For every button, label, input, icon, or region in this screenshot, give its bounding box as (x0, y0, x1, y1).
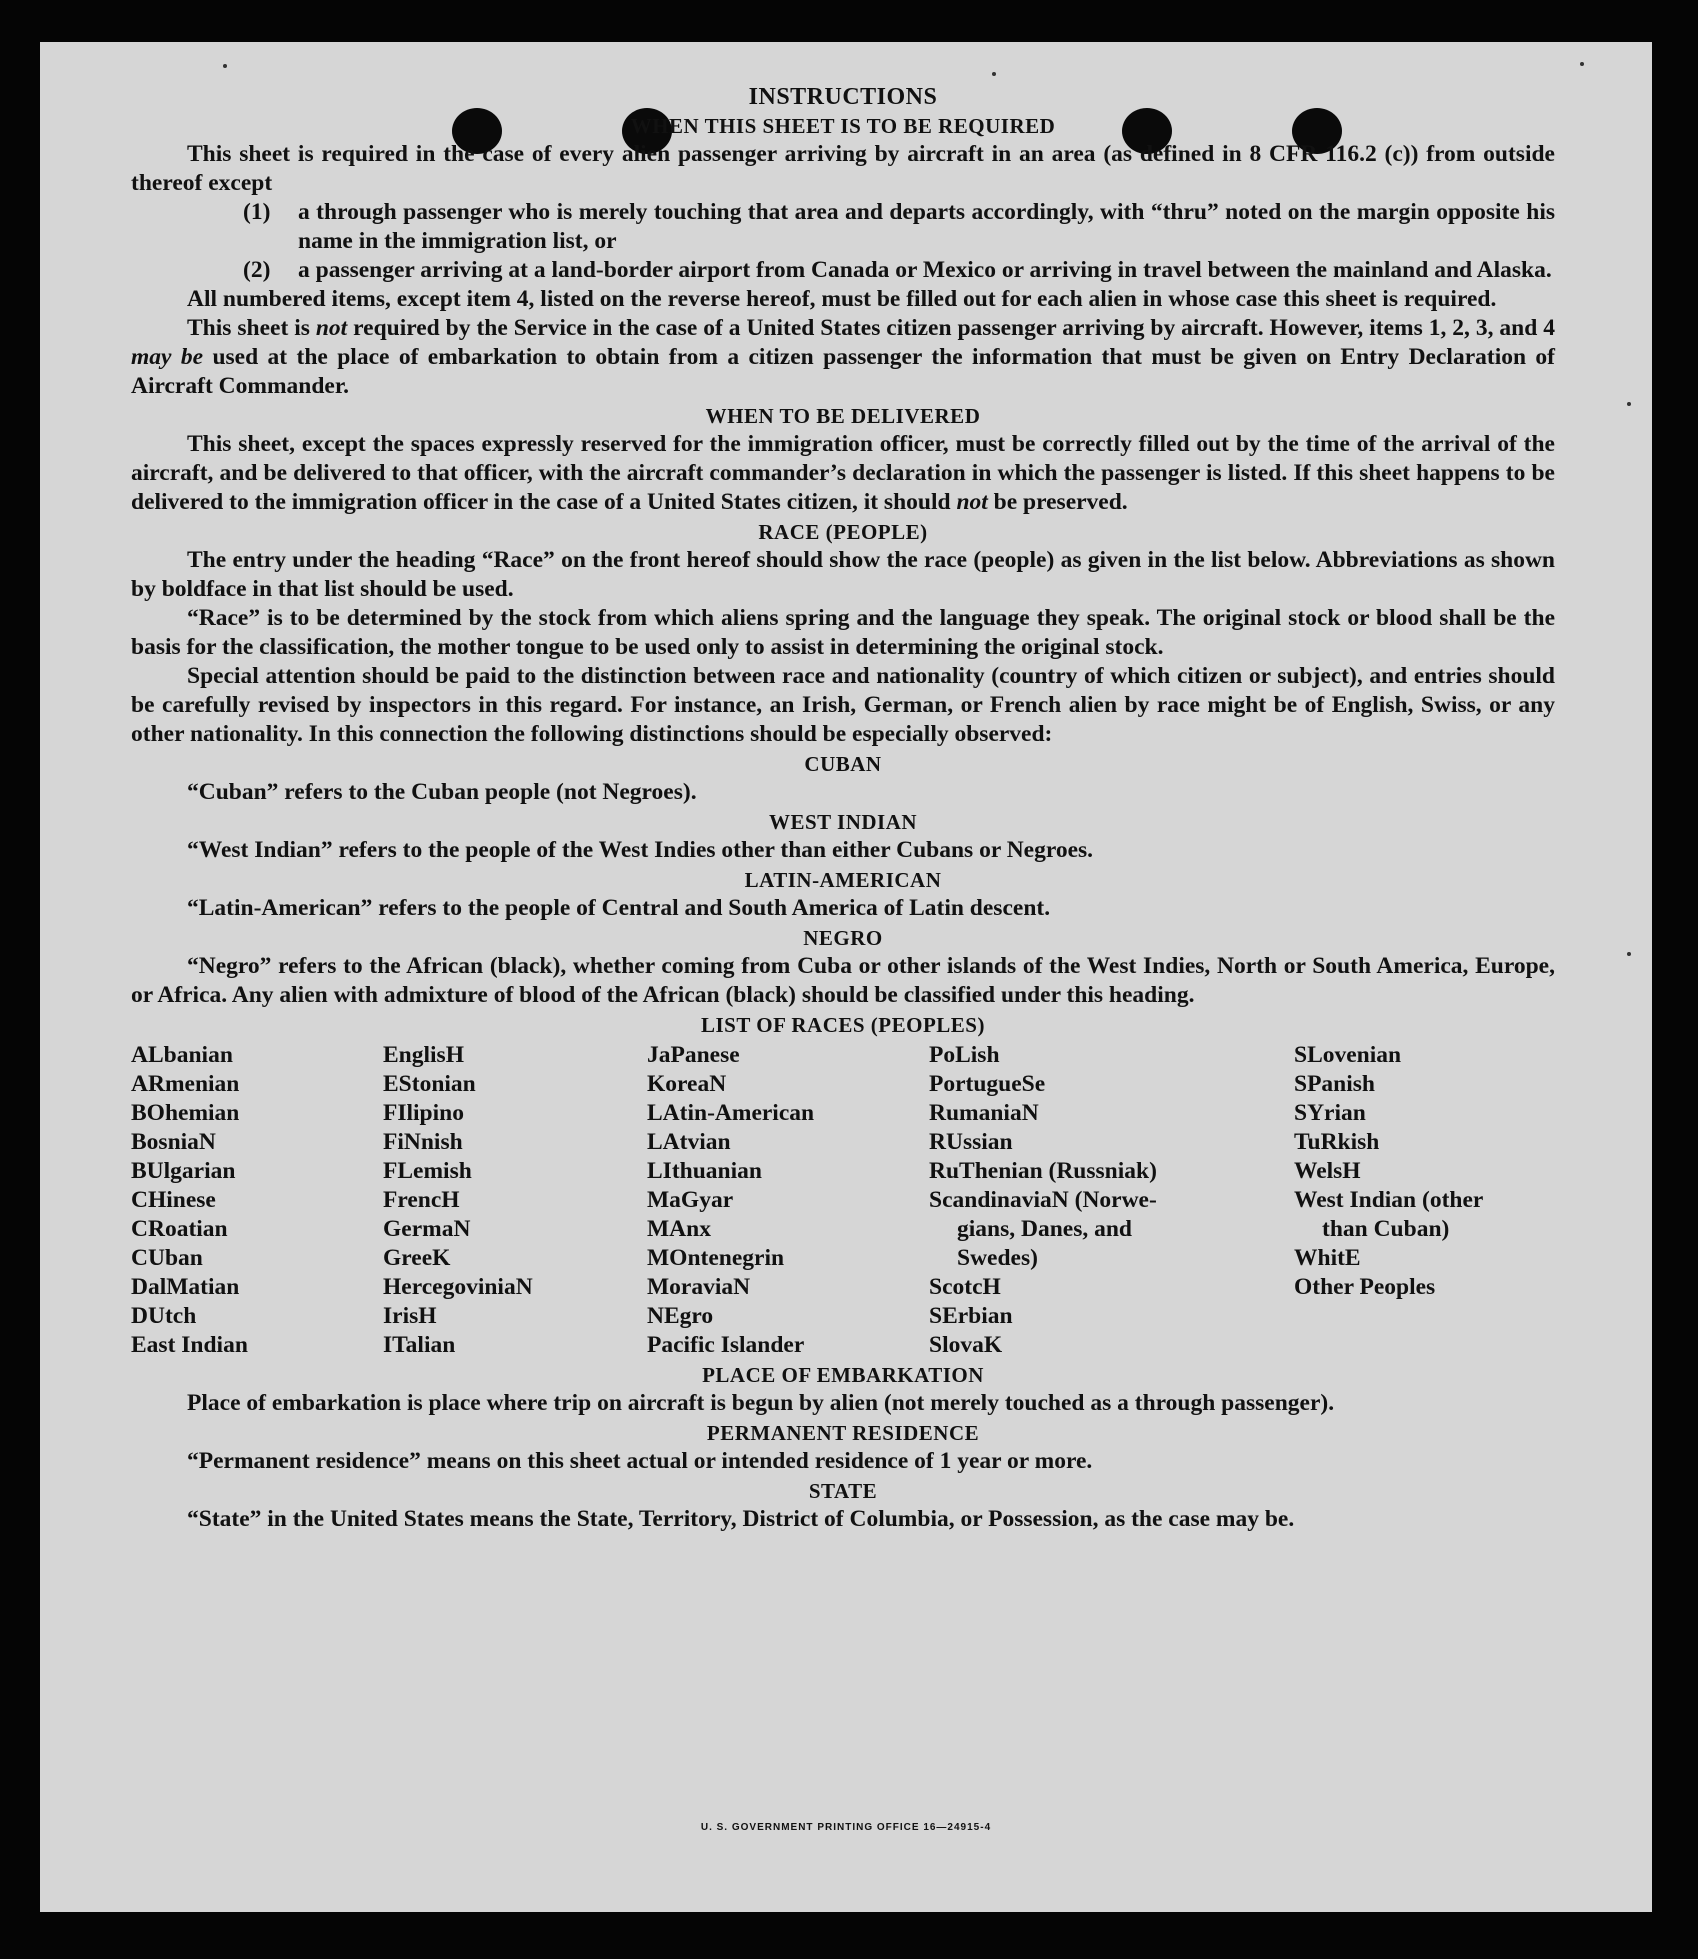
speck (1580, 62, 1584, 66)
section-heading: PLACE OF EMBARKATION (702, 1363, 984, 1387)
speck (992, 72, 996, 76)
section-heading: STATE (808, 1479, 878, 1503)
paragraph: “Race” is to be determined by the stock from which aliens spring and the language they speak. The original stock or blood shall be the basis for the classification, the mother tongue to be used only to assist in determining the original stock. (131, 605, 1555, 660)
race-entry: RuThenian (Russniak) (929, 1158, 1157, 1184)
race-entry: PortugueSe (929, 1071, 1046, 1097)
document-page (40, 42, 1652, 1912)
race-entry: EnglisH (383, 1042, 464, 1068)
race-entry: BUlgarian (131, 1158, 236, 1184)
race-entry: HercegoviniaN (383, 1274, 533, 1300)
section-heading: WHEN THIS SHEET IS TO BE REQUIRED (630, 114, 1056, 138)
race-entry: FiNnish (383, 1129, 463, 1155)
paragraph: “West Indian” refers to the people of the West Indies other than either Cubans or Negroes. (187, 837, 1094, 863)
section-heading: NEGRO (803, 926, 883, 950)
race-entry: gians, Danes, and (957, 1216, 1132, 1242)
numbered-item (131, 198, 1555, 256)
race-entry: ALbanian (131, 1042, 233, 1068)
race-entry: FLemish (383, 1158, 472, 1184)
race-entry: IrisH (383, 1303, 437, 1329)
race-entry: West Indian (other (1294, 1187, 1484, 1213)
race-entry: ITalian (383, 1332, 456, 1358)
section-heading: WEST INDIAN (768, 810, 918, 834)
race-entry: MOntenegrin (647, 1245, 785, 1271)
speck (1627, 952, 1631, 956)
race-column (383, 1041, 647, 1360)
race-entry: FIlipino (383, 1100, 464, 1126)
race-entry: MaGyar (647, 1187, 734, 1213)
race-column (1294, 1041, 1555, 1360)
paragraph: “State” in the United States means the State, Territory, District of Columbia, or Possession, as the case may be. (187, 1506, 1295, 1532)
race-entry: Swedes) (957, 1245, 1038, 1271)
race-entry: Pacific Islander (647, 1332, 805, 1358)
paragraph: Place of embarkation is place where trip on aircraft is begun by alien (not merely touched as a through passenger). (187, 1390, 1335, 1416)
section-heading: LIST OF RACES (PEOPLES) (701, 1013, 985, 1037)
numbered-item (131, 256, 1555, 285)
race-entry: RUssian (929, 1129, 1013, 1155)
race-entry: GermaN (383, 1216, 471, 1242)
race-entry: SErbian (929, 1303, 1013, 1329)
race-entry: SLovenian (1294, 1042, 1402, 1068)
race-entry: JaPanese (647, 1042, 740, 1068)
race-entry: DUtch (131, 1303, 197, 1329)
race-entry: East Indian (131, 1332, 248, 1358)
race-entry: PoLish (929, 1042, 1000, 1068)
race-entry: ScotcH (929, 1274, 1001, 1300)
race-entry: SPanish (1294, 1071, 1375, 1097)
race-entry: SlovaK (929, 1332, 1003, 1358)
race-entry: NEgro (647, 1303, 714, 1329)
race-entry: than Cuban) (1322, 1216, 1450, 1242)
race-entry: EStonian (383, 1071, 476, 1097)
race-entry: GreeK (383, 1245, 451, 1271)
paragraph: This sheet, except the spaces expressly reserved for the immigration officer, must be correctly filled out by the time of the arrival of the aircraft, and be delivered to that officer, with the aircraft commander’s declaration in which the passenger is listed. If this sheet happens to be delivered to the immigration officer in the case of a United States citizen, it should not be preserved. (131, 431, 1555, 515)
race-entry: MAnx (647, 1216, 711, 1242)
race-entry: RumaniaN (929, 1100, 1039, 1126)
race-list (131, 1041, 1555, 1360)
race-entry: CUban (131, 1245, 203, 1271)
race-column (929, 1041, 1294, 1360)
section-heading: PERMANENT RESIDENCE (706, 1421, 980, 1445)
race-entry: ARmenian (131, 1071, 240, 1097)
race-entry: CRoatian (131, 1216, 228, 1242)
printer-imprint: U. S. GOVERNMENT PRINTING OFFICE 16—24915-4 (700, 1822, 992, 1833)
paragraph: Special attention should be paid to the distinction between race and nationality (country of which citizen or subject), and entries should be carefully revised by inspectors in this regard. For instance, an Irish, German, or French alien by race might be of English, Swiss, or any other nationality. In this connection the following distinctions should be especially observed: (131, 663, 1555, 747)
race-entry: Other Peoples (1294, 1274, 1436, 1300)
paragraph: “Permanent residence” means on this sheet actual or intended residence of 1 year or more. (187, 1448, 1093, 1474)
race-entry: MoraviaN (647, 1274, 751, 1300)
item-number: (2) (243, 257, 271, 283)
paragraph: “Cuban” refers to the Cuban people (not Negroes). (187, 779, 697, 805)
race-entry: LAtin-American (647, 1100, 815, 1126)
speck (1627, 402, 1631, 406)
section-heading: CUBAN (804, 752, 882, 776)
race-entry: LIthuanian (647, 1158, 762, 1184)
race-entry: DalMatian (131, 1274, 240, 1300)
race-column (647, 1041, 929, 1360)
race-entry: TuRkish (1294, 1129, 1380, 1155)
paragraph: This sheet is not required by the Service in the case of a United States citizen passenger arriving by aircraft. However, items 1, 2, 3, and 4 may be used at the place of embarkation to obtain from a citizen passenger the information that must be given on Entry Declaration of Aircraft Commander. (131, 315, 1556, 399)
page-title: INSTRUCTIONS (748, 84, 938, 110)
race-entry: ScandinaviaN (Norwe- (929, 1187, 1157, 1213)
race-entry: WhitE (1294, 1245, 1361, 1271)
paragraph: “Negro” refers to the African (black), whether coming from Cuba or other islands of the West Indies, North or South America, Europe, or Africa. Any alien with admixture of blood of the African (black) should be classified under this heading. (131, 953, 1555, 1008)
instructions-body (131, 82, 1555, 1534)
race-entry: FrencH (383, 1187, 460, 1213)
item-number: (1) (243, 199, 271, 225)
race-entry: CHinese (131, 1187, 216, 1213)
paragraph: All numbered items, except item 4, listed on the reverse hereof, must be filled out for each alien in whose case this sheet is required. (187, 286, 1497, 312)
race-column (131, 1041, 383, 1360)
paragraph: “Latin-American” refers to the people of Central and South America of Latin descent. (187, 895, 1051, 921)
race-entry: BosniaN (131, 1129, 216, 1155)
race-entry: BOhemian (131, 1100, 240, 1126)
race-entry: SYrian (1294, 1100, 1366, 1126)
section-heading: WHEN TO BE DELIVERED (705, 404, 981, 428)
race-entry: WelsH (1294, 1158, 1361, 1184)
item-text: a passenger arriving at a land-border airport from Canada or Mexico or arriving in travel between the mainland and Alaska. (298, 257, 1552, 283)
race-entry: LAtvian (647, 1129, 731, 1155)
race-entry: KoreaN (647, 1071, 727, 1097)
item-text: a through passenger who is merely touching that area and departs accordingly, with “thru” noted on the margin opposite his name in the immigration list, or (298, 199, 1555, 254)
section-heading: RACE (PEOPLE) (758, 520, 928, 544)
section-heading: LATIN-AMERICAN (744, 868, 942, 892)
paragraph: The entry under the heading “Race” on the front hereof should show the race (people) as given in the list below. Abbreviations as shown by boldface in that list should be used. (131, 547, 1555, 602)
speck (223, 64, 227, 68)
paragraph: This sheet is required in the case of every alien passenger arriving by aircraft in an area (as defined in 8 CFR 116.2 (c)) from outside thereof except (131, 141, 1555, 196)
